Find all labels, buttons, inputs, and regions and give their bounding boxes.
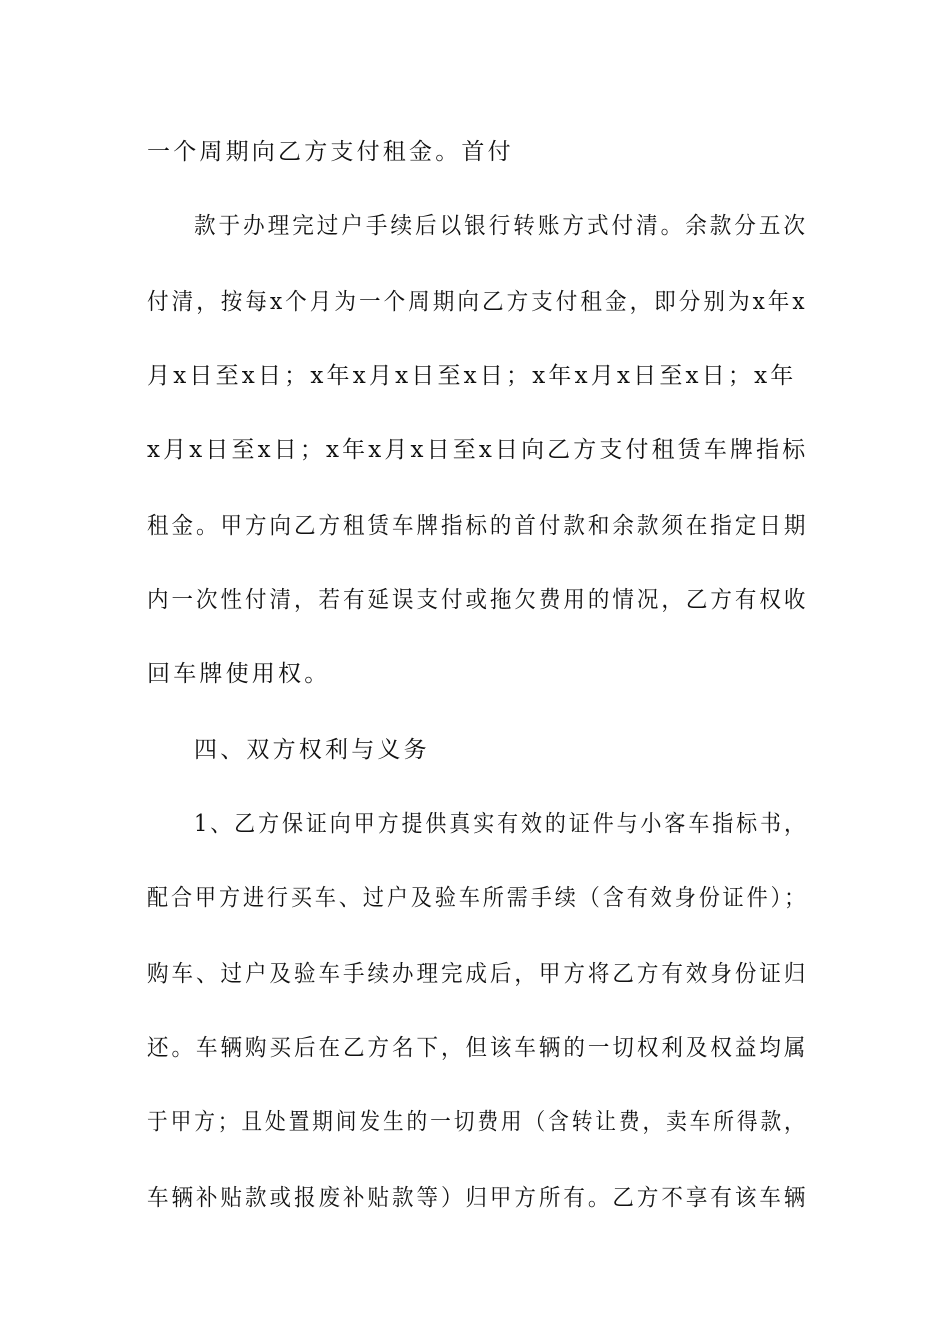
text-line-7: 内一次性付清，若有延误支付或拖欠费用的情况，乙方有权收 <box>147 587 809 613</box>
text-line-15: 车辆补贴款或报废补贴款等）归甲方所有。乙方不享有该车辆 <box>147 1185 809 1211</box>
text-line-14: 于甲方；且处置期间发生的一切费用（含转让费，卖车所得款， <box>147 1109 808 1135</box>
text-line-12: 购车、过户及验车手续办理完成后，甲方将乙方有效身份证归 <box>147 961 809 987</box>
section-heading: 四、双方权利与义务 <box>194 737 430 763</box>
text-line-3: 付清，按每x个月为一个周期向乙方支付租金，即分别为x年x <box>147 289 808 315</box>
text-line-6: 租金。甲方向乙方租赁车牌指标的首付款和余款须在指定日期 <box>147 513 809 539</box>
text-line-8: 回车牌使用权。 <box>147 661 331 687</box>
text-line-11: 配合甲方进行买车、过户及验车所需手续（含有效身份证件）； <box>147 885 809 911</box>
text-line-5: x月x日至x日；x年x月x日至x日向乙方支付租赁车牌指标 <box>147 437 809 463</box>
text-line-13: 还。车辆购买后在乙方名下，但该车辆的一切权利及权益均属 <box>147 1035 809 1061</box>
text-line-10: 1、乙方保证向甲方提供真实有效的证件与小客车指标书， <box>194 811 808 837</box>
text-line-1: 一个周期向乙方支付租金。首付 <box>147 139 514 165</box>
text-line-2: 款于办理完过户手续后以银行转账方式付清。余款分五次 <box>194 213 808 239</box>
text-line-4: 月x日至x日；x年x月x日至x日；x年x月x日至x日；x年 <box>147 363 797 389</box>
